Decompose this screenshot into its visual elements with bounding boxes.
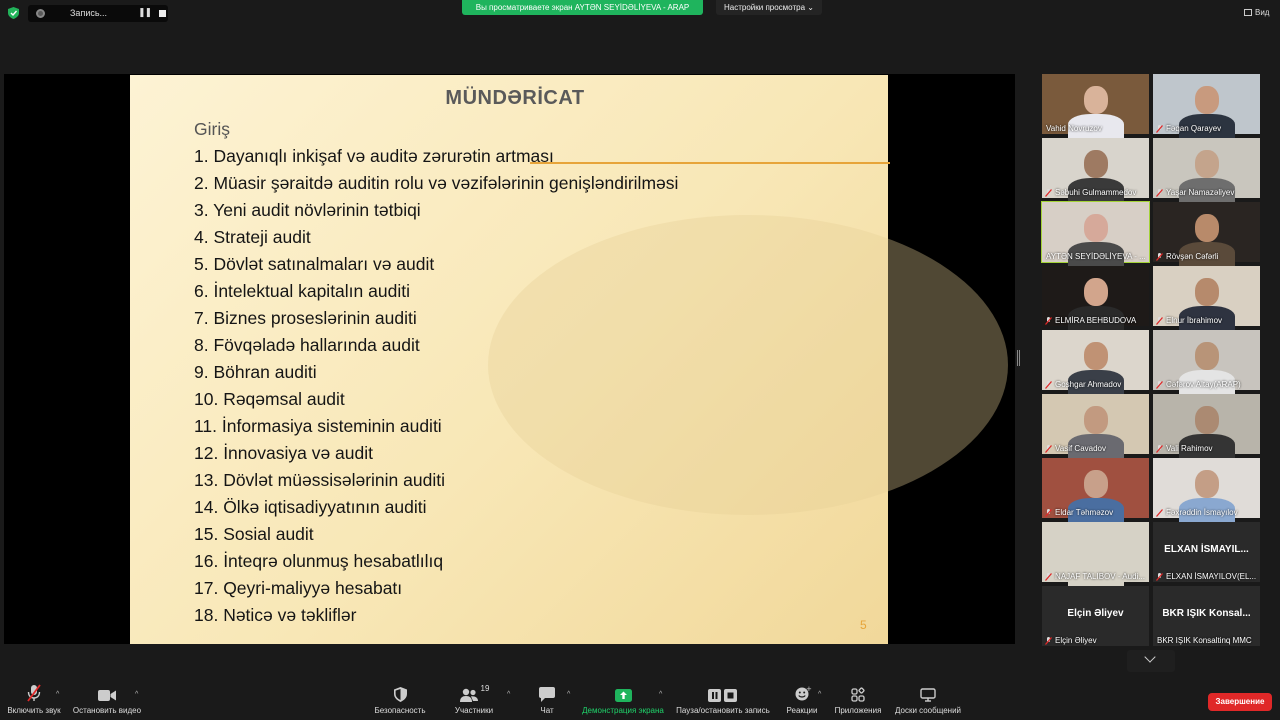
participant-face: [1195, 342, 1219, 370]
slide-page-number: 5: [860, 618, 867, 632]
participant-name-text: Səbuhi Gulmammedov: [1055, 188, 1137, 197]
participant-name-text: ELXAN İSMAYILOV(EL...: [1166, 572, 1257, 581]
video-camera-icon: [98, 689, 116, 702]
participant-name-text: Elçin Əliyev: [1055, 636, 1097, 645]
chevron-down-icon: [1144, 651, 1155, 662]
microphone-muted-icon: [1156, 381, 1163, 389]
list-item: 8. Fövqəladə hallarında audit: [194, 335, 420, 355]
shared-screen: [4, 74, 1015, 644]
reactions-options-caret[interactable]: ^: [818, 691, 822, 698]
participants-icon: [459, 688, 479, 702]
split-resize-handle[interactable]: [1017, 350, 1020, 366]
participant-name-text: Eldar Təhməzov: [1055, 508, 1114, 517]
participant-tile[interactable]: [1042, 394, 1149, 454]
participant-face: [1195, 86, 1219, 114]
participant-face: [1084, 150, 1108, 178]
list-item: 16. İnteqrə olunmuş hesabatlılıq: [194, 551, 444, 571]
participant-tile[interactable]: [1042, 138, 1149, 198]
list-item: 15. Sosial audit: [194, 524, 314, 544]
participant-name: [1044, 252, 1146, 261]
list-item: 13. Dövlət müəssisələrinin auditi: [194, 470, 445, 490]
participant-tile[interactable]: [1042, 330, 1149, 390]
participant-tile[interactable]: [1042, 74, 1149, 134]
security-label: Безопасность: [374, 706, 426, 715]
reactions-button[interactable]: [782, 680, 822, 720]
video-options-caret[interactable]: ^: [135, 691, 139, 698]
participant-face: [1084, 342, 1108, 370]
microphone-muted-icon: [1045, 381, 1052, 389]
participant-display-name: BKR IŞIK Konsal...: [1162, 608, 1251, 619]
list-item: 18. Nəticə və təkliflər: [194, 605, 357, 625]
list-item: 5. Dövlət satınalmaları və audit: [194, 254, 435, 274]
svg-text:+: +: [806, 685, 812, 693]
participant-face: [1195, 278, 1219, 306]
participant-name-text: BKR IŞIK Konsaltinq MMC: [1157, 636, 1252, 645]
pause-recording-icon[interactable]: ❚❚: [138, 7, 152, 17]
grid-view-icon: [1244, 9, 1252, 16]
participant-name: [1155, 508, 1238, 517]
share-screen-label: Демонстрация экрана: [582, 706, 664, 715]
list-item: 4. Strateji audit: [194, 227, 311, 247]
participant-name: [1155, 316, 1222, 325]
participant-tile[interactable]: [1153, 202, 1260, 262]
participant-name: [1044, 316, 1136, 325]
chat-button[interactable]: [528, 680, 566, 720]
participant-name: [1044, 572, 1145, 581]
microphone-muted-icon: [1045, 189, 1052, 197]
participant-name-text: Goshgar Ahmadov: [1055, 380, 1122, 389]
participant-name: [1155, 124, 1221, 133]
participant-name-text: Cəfərov Altay(ARAP): [1166, 380, 1241, 389]
participant-tile[interactable]: [1153, 330, 1260, 390]
list-item: 9. Böhran auditi: [194, 362, 317, 382]
list-item: 6. İntelektual kapitalın auditi: [194, 281, 410, 301]
participant-name: [1155, 572, 1256, 581]
participant-face: [1195, 150, 1219, 178]
record-icon: [36, 9, 45, 18]
participants-label: Участники: [454, 706, 494, 715]
share-screen-button[interactable]: [582, 680, 664, 720]
whiteboards-label: Доски сообщений: [894, 706, 961, 715]
participant-name-text: ELMİRA BEHBUDOVA: [1055, 316, 1137, 325]
microphone-muted-icon: [1156, 253, 1163, 261]
list-item-intro: Giriş: [194, 119, 230, 139]
meeting-toolbar: [0, 680, 1280, 720]
participant-tile[interactable]: [1153, 138, 1260, 198]
microphone-muted-icon: [1156, 125, 1163, 133]
microphone-muted-icon: [1156, 189, 1163, 197]
audio-options-caret[interactable]: ^: [56, 691, 60, 698]
participant-tile[interactable]: [1153, 458, 1260, 518]
participant-name: [1155, 188, 1234, 197]
gallery-next-page-button[interactable]: [1127, 650, 1175, 672]
view-options-dropdown[interactable]: Настройки просмотра ⌄: [716, 0, 822, 15]
pause-recording-button[interactable]: [674, 680, 772, 720]
participant-name: [1044, 444, 1106, 453]
microphone-muted-icon: [1156, 317, 1163, 325]
view-menu-button[interactable]: [1244, 8, 1269, 17]
list-item: 11. İnformasiya sisteminin auditi: [194, 416, 442, 436]
chat-icon: [539, 687, 555, 702]
whiteboards-button[interactable]: [892, 680, 964, 720]
participant-face: [1084, 406, 1108, 434]
participant-name: [1044, 124, 1102, 133]
recording-indicator: [28, 5, 168, 22]
participant-name-text: Vali Rahimov: [1166, 444, 1213, 453]
participant-face: [1084, 86, 1108, 114]
microphone-muted-icon: [1045, 573, 1052, 581]
participant-name: [1044, 508, 1113, 517]
participant-tile[interactable]: [1042, 202, 1149, 262]
list-item: 1. Dayanıqlı inkişaf və auditə zərurətin artması: [194, 146, 554, 166]
view-menu-label: Вид: [1255, 8, 1270, 17]
participant-display-name: ELXAN İSMAYIL...: [1164, 544, 1249, 555]
participant-face: [1084, 214, 1108, 242]
microphone-muted-icon: [1045, 445, 1052, 453]
unmute-button[interactable]: [4, 680, 64, 720]
participant-tile[interactable]: [1042, 458, 1149, 518]
participant-name: [1155, 252, 1218, 261]
participant-name: [1044, 188, 1136, 197]
participant-name-text: Vahid Novruzov: [1046, 124, 1102, 133]
participants-button[interactable]: [448, 680, 500, 720]
recording-label: Запись...: [70, 8, 108, 18]
list-item: 3. Yeni audit növlərinin tətbiqi: [194, 200, 421, 220]
list-item: 12. İnnovasiya və audit: [194, 443, 374, 463]
stop-video-button[interactable]: [72, 680, 142, 720]
slide-title: MÜNDƏRİCAT: [445, 87, 585, 109]
microphone-muted-icon: [1156, 509, 1163, 517]
apps-label: Приложения: [834, 706, 882, 715]
microphone-muted-icon: [1156, 445, 1163, 453]
stop-video-label: Остановить видео: [72, 706, 142, 715]
participant-tile[interactable]: [1042, 522, 1149, 582]
stop-recording-icon[interactable]: [159, 10, 166, 17]
participant-face: [1084, 534, 1108, 562]
end-meeting-button[interactable]: Завершение: [1208, 693, 1272, 711]
share-screen-icon: [615, 689, 632, 702]
participant-tile[interactable]: [1153, 74, 1260, 134]
presentation-slide: [130, 75, 888, 644]
participant-tile[interactable]: [1153, 394, 1260, 454]
participant-name: [1044, 636, 1097, 645]
participant-face: [1084, 278, 1108, 306]
list-item: 7. Biznes proseslərinin auditi: [194, 308, 417, 328]
participants-count: 19: [480, 684, 490, 693]
participant-name: [1155, 380, 1241, 389]
participant-name-text: Yaşar Namazəliyev: [1166, 188, 1235, 197]
participant-name: [1155, 444, 1213, 453]
participant-name-text: Fəxrəddin İsmayılov: [1166, 508, 1238, 517]
pause-recording-label: Пауза/остановить запись: [676, 706, 770, 715]
participant-name-text: NAJAF TALIBOV - Audi...: [1055, 572, 1145, 581]
list-item: 17. Qeyri-maliyyə hesabatı: [194, 578, 403, 598]
microphone-muted-icon: [26, 684, 42, 702]
participant-name: [1044, 380, 1121, 389]
participant-name: [1155, 636, 1252, 645]
whiteboard-icon: [920, 688, 936, 702]
participant-name-text: Fəqan Qarayev: [1166, 124, 1222, 133]
contents-list: [194, 116, 678, 629]
participant-tile[interactable]: [1153, 522, 1260, 582]
microphone-muted-icon: [1045, 317, 1052, 325]
participant-tile[interactable]: [1042, 266, 1149, 326]
participant-name-text: Vasif Cavadov: [1055, 444, 1106, 453]
participant-tile[interactable]: [1153, 266, 1260, 326]
shield-icon[interactable]: [8, 7, 19, 19]
shield-icon: [394, 687, 407, 702]
participant-name-text: Rövşən Cəfərli: [1166, 252, 1219, 261]
chat-options-caret[interactable]: ^: [567, 691, 571, 698]
participant-face: [1195, 406, 1219, 434]
apps-button[interactable]: [832, 680, 884, 720]
pause-stop-icon: [708, 689, 738, 702]
unmute-label: Включить звук: [7, 706, 61, 715]
microphone-muted-icon: [1045, 509, 1052, 517]
participant-face: [1195, 214, 1219, 242]
screen-share-banner: Вы просматриваете экран AYTƏN SEYİDƏLİYEVA - ARAP: [462, 0, 703, 15]
smiley-icon: [794, 686, 810, 702]
participant-name-text: AYTƏN SEYİDƏLİYEVA - ...: [1046, 252, 1146, 261]
security-button[interactable]: [370, 680, 430, 720]
top-bar: [0, 0, 1280, 26]
list-item: 10. Rəqəmsal audit: [194, 389, 345, 409]
reactions-label: Реакции: [786, 706, 818, 715]
microphone-muted-icon: [1045, 637, 1052, 645]
participants-options-caret[interactable]: ^: [507, 691, 511, 698]
participant-tile[interactable]: [1153, 586, 1260, 646]
participant-tile[interactable]: [1042, 586, 1149, 646]
list-item: 14. Ölkə iqtisadiyyatının auditi: [194, 497, 427, 517]
participant-face: [1084, 470, 1108, 498]
participant-face: [1195, 470, 1219, 498]
participant-display-name: Elçin Əliyev: [1067, 608, 1124, 619]
microphone-muted-icon: [1156, 573, 1163, 581]
share-options-caret[interactable]: ^: [659, 691, 663, 698]
apps-icon: [851, 688, 865, 702]
chat-label: Чат: [540, 706, 554, 715]
participant-name-text: Elnur İbrahimov: [1166, 316, 1223, 325]
list-item: 2. Müasir şəraitdə auditin rolu və vəzifələrinin genişləndirilməsi: [194, 173, 679, 193]
